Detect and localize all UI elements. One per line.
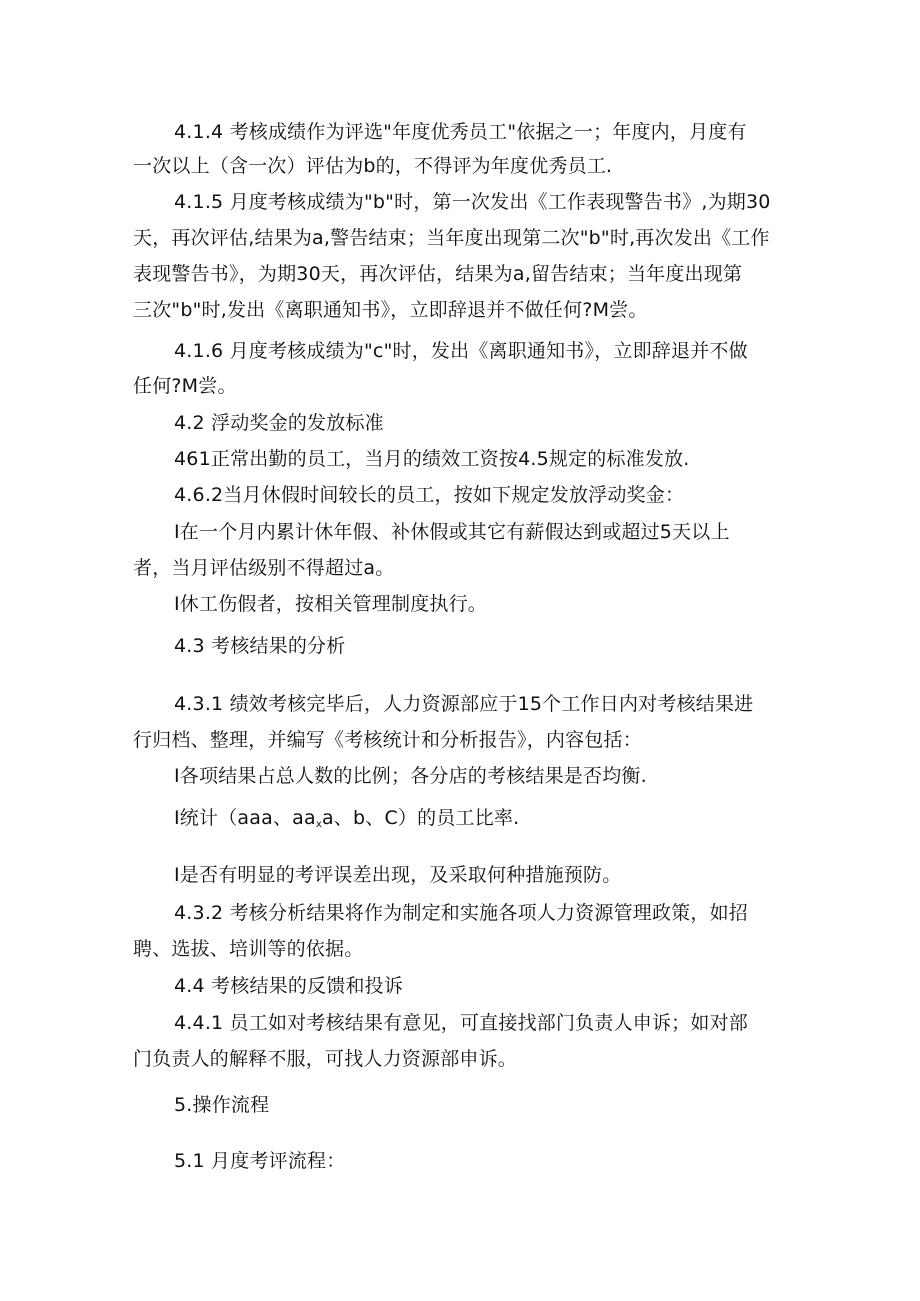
text-line: 任何?M尝。: [133, 375, 237, 397]
text-line: 4.6.2当月休假时间较长的员工，按如下规定发放浮动奖金：: [174, 484, 685, 506]
section-heading: 5.操作流程: [174, 1094, 270, 1116]
text-line: 天，再次评估,结果为a,警告结束；当年度出现第二次"b"时,再次发出《工作: [133, 227, 770, 249]
section-heading: 4.2 浮动奖金的发放标准: [174, 412, 384, 434]
subscript-text: x: [315, 819, 322, 830]
section-heading: 4.3 考核结果的分析: [174, 635, 346, 657]
text-line: 4.1.6 月度考核成绩为"c"时，发出《离职通知书》，立即辞退并不做: [174, 340, 748, 362]
list-item: I各项结果占总人数的比例；各分店的考核结果是否均衡.: [174, 765, 647, 787]
text-line: 聘、选拔、培训等的依据。: [133, 938, 364, 960]
text-line: 4.4.1 员工如对考核结果有意见，可直接找部门负责人申诉；如对部: [174, 1012, 748, 1034]
list-item-text: a、b、C）的员工比率.: [321, 807, 520, 829]
text-line: 者，当月评估级别不得超过a。: [133, 557, 395, 579]
list-item: I是否有明显的考评误差出现，及采取何种措施预防。: [174, 864, 622, 886]
text-line: 4.1.4 考核成绩作为评选"年度优秀员工"依据之一；年度内，月度有: [174, 121, 747, 143]
text-line: 461正常出勤的员工，当月的绩效工资按4.5规定的标准发放.: [174, 448, 690, 470]
text-line: 4.3.1 绩效考核完毕后，人力资源部应于15个工作日内对考核结果进: [174, 693, 754, 715]
text-line: 三次"b"时,发出《离职通知书》，立即辞退并不做任何?M尝。: [133, 299, 648, 321]
text-line: 4.3.2 考核分析结果将作为制定和实施各项人力资源管理政策，如招: [174, 902, 748, 924]
list-item: I休工伤假者，按相关管理制度执行。: [174, 593, 488, 615]
list-item-text: I统计（aaa、aa: [174, 807, 316, 829]
text-line: 表现警告书》，为期30天，再次评估，结果为a,留告结束；当年度出现第: [133, 263, 743, 285]
text-line: 行归档、整理，并编写《考核统计和分析报告》，内容包括：: [133, 729, 642, 751]
text-line: 一次以上（含一次）评估为b的，不得评为年度优秀员工.: [133, 155, 613, 177]
section-heading: 4.4 考核结果的反馈和投诉: [174, 975, 404, 997]
text-line: 4.1.5 月度考核成绩为"b"时，第一次发出《工作表现警告书》,为期30: [174, 191, 771, 213]
list-item: I在一个月内累计休年假、补休假或其它有薪假达到或超过5天以上: [174, 521, 730, 543]
text-line: 门负责人的解释不服，可找人力资源部申诉。: [133, 1048, 518, 1070]
list-item: [174, 806, 519, 837]
section-heading: 5.1 月度考评流程：: [174, 1150, 346, 1172]
